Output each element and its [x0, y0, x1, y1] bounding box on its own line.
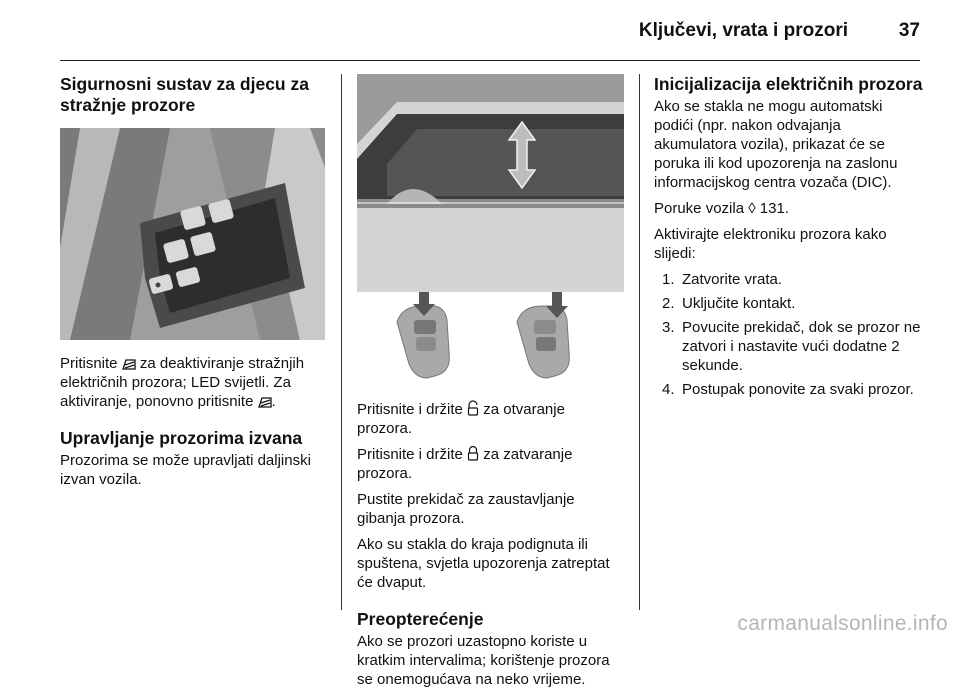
list-item: 1. Zatvorite vrata.: [662, 271, 783, 288]
column-divider-2: [639, 74, 640, 610]
init-steps-list: [654, 270, 924, 399]
window-switch-panel-image: [60, 128, 325, 340]
text-init-intro: Ako se stakla ne mogu automatski podići (npr. nakon odvajanja akumulatora vozila), prikazat će se poruka ili kod upozorenja na zaslonu informacijskog centra vozača (DIC).: [654, 98, 898, 191]
page-number: 37: [898, 20, 920, 41]
column-divider-1: [341, 74, 342, 610]
text-vehicle-messages-ref: Poruke vozila ◊ 131.: [654, 200, 789, 217]
list-item: 3. Povucite prekidač, dok se prozor ne zatvori i nastavite vući dodatne 2 sekunde.: [662, 319, 921, 374]
child-lock-window-icon: [258, 396, 272, 408]
key-unlock-icon: [414, 320, 436, 334]
page-header: [60, 0, 920, 61]
heading-overload: Preopterećenje: [357, 609, 484, 629]
list-item: 4. Postupak ponovite za svaki prozor.: [662, 381, 914, 398]
key-unlock-icon: [467, 400, 479, 416]
remote-key-image: [357, 292, 624, 388]
text-close-window: Pritisnite i držite za zatvaranje prozora.: [357, 446, 573, 482]
text-hazard-blink: Ako su stakla do kraja podignuta ili spuštena, svjetla upozorenja zatreptat će dvaput.: [357, 536, 610, 591]
window-operation-image: [357, 74, 624, 292]
heading-remote-windows: Upravljanje prozorima izvana: [60, 428, 303, 448]
column-left: [60, 74, 325, 496]
text-open-window: Pritisnite i držite za otvaranje prozora.: [357, 401, 565, 437]
key-lock-icon: [536, 337, 556, 351]
text-overload: Ako se prozori uzastopno koriste u kratkim intervalima; korištenje prozora se onemogućava na neko vrijeme.: [357, 633, 610, 688]
chapter-title: Ključevi, vrata i prozori: [638, 20, 848, 41]
text-child-lock-instructions: Pritisnite za deaktiviranje stražnjih električnih prozora; LED svijetli. Za aktiviranje, ponovno pritisnite .: [60, 355, 305, 410]
column-middle: [357, 74, 624, 696]
list-item: 2. Uključite kontakt.: [662, 295, 796, 312]
text-activate-electronics: Aktivirajte elektroniku prozora kako slijedi:: [654, 226, 887, 262]
column-right: [654, 74, 924, 404]
key-lock-icon: [467, 445, 479, 461]
heading-window-init: Inicijalizacija električnih prozora: [654, 74, 923, 94]
text-stop-window: Pustite prekidač za zaustavljanje gibanja prozora.: [357, 491, 575, 527]
watermark: carmanualsonline.info: [737, 612, 948, 635]
child-lock-window-icon: [122, 358, 136, 370]
heading-child-safety: Sigurnosni sustav za djecu za stražnje prozore: [60, 74, 309, 115]
text-remote-windows: Prozorima se može upravljati daljinski izvan vozila.: [60, 452, 311, 488]
